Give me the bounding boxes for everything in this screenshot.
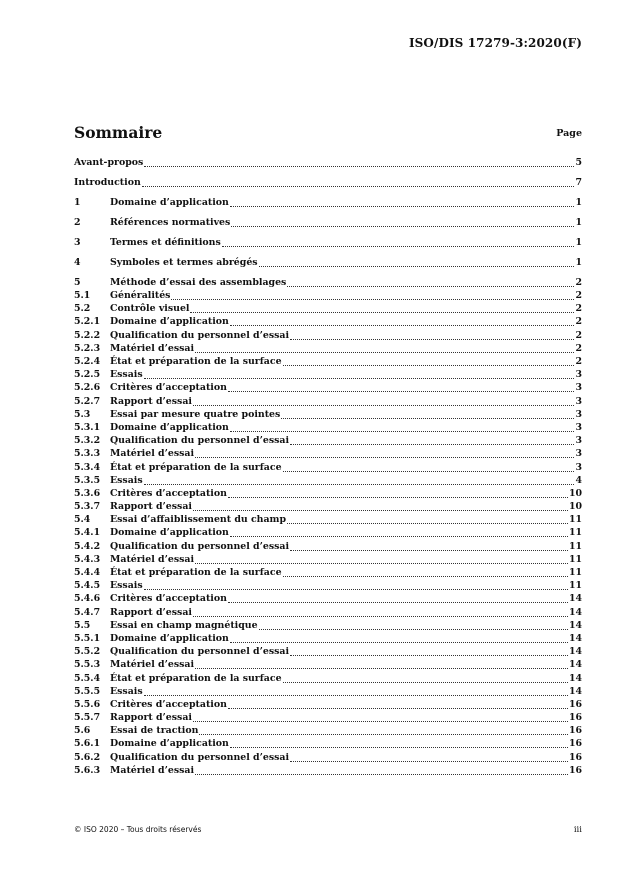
- toc-entry-title: Rapport d’essai: [110, 395, 192, 407]
- toc-entry[interactable]: [74, 302, 582, 315]
- toc-entry-page: 3: [575, 408, 582, 420]
- toc-entry-page: 4: [575, 474, 582, 486]
- toc-entry-number: 5.3: [74, 408, 91, 420]
- toc-entry-title: Références normatives: [110, 216, 231, 228]
- toc-entry[interactable]: [74, 606, 582, 619]
- toc-entry-page: 1: [575, 256, 582, 268]
- toc-entry-title: Termes et définitions: [110, 236, 221, 248]
- toc-entry-number: 5.2.1: [74, 316, 101, 328]
- toc-entry-page: 3: [575, 435, 582, 447]
- toc-dot-leader: [144, 581, 568, 590]
- toc-entry[interactable]: [74, 395, 582, 408]
- toc-entry-number: 5.5: [74, 619, 91, 631]
- toc-entry-page: 14: [568, 659, 582, 671]
- toc-entry[interactable]: [74, 256, 582, 269]
- toc-entry-number: 5.2.7: [74, 395, 101, 407]
- toc-entry-number: 5.4.2: [74, 540, 101, 552]
- toc-entry[interactable]: [74, 474, 582, 487]
- toc-entry-number: 5.5.4: [74, 672, 101, 684]
- toc-entry-number: 5.2.5: [74, 369, 101, 381]
- toc-dot-leader: [230, 423, 575, 432]
- toc-entry-number: 4: [74, 256, 81, 268]
- toc-entry-number: 5.5.2: [74, 646, 101, 658]
- toc-dot-leader: [228, 383, 575, 392]
- document-id: ISO/DIS 17279-3:2020(F): [408, 36, 582, 50]
- toc-entry[interactable]: [74, 315, 582, 328]
- toc-dot-leader: [230, 739, 568, 748]
- toc-dot-leader: [290, 436, 574, 445]
- toc-entry-page: 3: [575, 395, 582, 407]
- toc-entry-title: Critères d’acceptation: [110, 487, 227, 499]
- toc-entry-page: 3: [575, 382, 582, 394]
- toc-entry-page: 2: [575, 342, 582, 354]
- toc-entry-number: 5.6.3: [74, 764, 101, 776]
- toc-dot-leader: [283, 674, 568, 683]
- toc-dot-leader: [190, 304, 574, 313]
- toc-entry-page: 2: [575, 316, 582, 328]
- toc-entry-page: 14: [568, 685, 582, 697]
- toc-entry-page: 2: [575, 276, 582, 288]
- toc-dot-leader: [171, 291, 574, 300]
- toc-dot-leader: [144, 370, 575, 379]
- toc-dot-leader: [222, 238, 575, 247]
- toc-entry-number: 5.2.3: [74, 342, 101, 354]
- toc-title: Sommaire: [74, 123, 163, 142]
- toc-dot-leader: [142, 178, 575, 187]
- toc-dot-leader: [199, 726, 568, 735]
- toc-entry-title: Généralités: [110, 290, 171, 302]
- toc-entry-page: 2: [575, 303, 582, 315]
- toc-entry-number: 5.3.1: [74, 421, 101, 433]
- toc-entry-title: Matériel d’essai: [110, 448, 195, 460]
- toc-entry[interactable]: [74, 236, 582, 249]
- toc-entry-page: 14: [568, 619, 582, 631]
- toc-entry-page: 3: [575, 369, 582, 381]
- toc-dot-leader: [259, 258, 575, 267]
- toc-dot-leader: [283, 568, 568, 577]
- toc-entry-page: 7: [575, 176, 582, 188]
- toc-entry-title: Qualification du personnel d’essai: [110, 435, 290, 447]
- toc-dot-leader: [228, 594, 568, 603]
- toc-entry-page: 1: [575, 216, 582, 228]
- toc-entry-page: 16: [568, 751, 582, 763]
- toc-dot-leader: [283, 357, 575, 366]
- toc-dot-leader: [193, 397, 575, 406]
- toc-entry-number: 5.3.5: [74, 474, 101, 486]
- toc-entry-title: Domaine d’application: [110, 632, 229, 644]
- toc-entry[interactable]: [74, 176, 582, 189]
- toc-entry-page: 10: [568, 487, 582, 499]
- toc-entry-title: État et préparation de la surface: [110, 461, 282, 473]
- toc-dot-leader: [193, 502, 568, 511]
- toc-entry-page: 14: [568, 632, 582, 644]
- toc-entry[interactable]: [74, 408, 582, 421]
- toc-entry-number: 3: [74, 236, 81, 248]
- toc-entry[interactable]: [74, 619, 582, 632]
- page-number: iii: [573, 825, 582, 835]
- toc-dot-leader: [290, 331, 574, 340]
- toc-entry-page: 11: [568, 553, 582, 565]
- toc-entry-number: 5.4.3: [74, 553, 101, 565]
- toc-entry-page: 3: [575, 421, 582, 433]
- toc-entry-title: Domaine d’application: [110, 738, 229, 750]
- toc-dot-leader: [290, 647, 568, 656]
- toc-dot-leader: [230, 317, 575, 326]
- toc-entry[interactable]: [74, 579, 582, 592]
- toc-dot-leader: [231, 218, 574, 227]
- toc-entry-title: Qualification du personnel d’essai: [110, 540, 290, 552]
- toc-entry[interactable]: [74, 566, 582, 579]
- toc-dot-leader: [259, 621, 568, 630]
- toc-entry[interactable]: [74, 196, 582, 209]
- toc-entry-number: 5.6: [74, 725, 91, 737]
- toc-entry-title: Matériel d’essai: [110, 553, 195, 565]
- toc-entry-title: Domaine d’application: [110, 196, 229, 208]
- toc-entry-title: État et préparation de la surface: [110, 672, 282, 684]
- toc-entry-page: 16: [568, 764, 582, 776]
- toc-entry-title: Qualification du personnel d’essai: [110, 329, 290, 341]
- toc-dot-leader: [283, 463, 575, 472]
- toc-dot-leader: [230, 634, 568, 643]
- toc-entry-number: 5.2.6: [74, 382, 101, 394]
- toc-dot-leader: [195, 766, 568, 775]
- toc-entry-page: 11: [568, 567, 582, 579]
- toc-dot-leader: [195, 344, 574, 353]
- toc-entry-title: Essais: [110, 580, 143, 592]
- toc-dot-leader: [287, 515, 568, 524]
- toc-entry-page: 16: [568, 712, 582, 724]
- toc-entry-title: Critères d’acceptation: [110, 698, 227, 710]
- toc-entry-page: 16: [568, 698, 582, 710]
- toc-entry-title: Essai en champ magnétique: [110, 619, 258, 631]
- table-of-contents: [74, 156, 582, 777]
- toc-entry-number: 5.6.1: [74, 738, 101, 750]
- toc-entry[interactable]: [74, 381, 582, 394]
- toc-entry-title: Rapport d’essai: [110, 712, 192, 724]
- toc-entry[interactable]: [74, 724, 582, 737]
- toc-entry-title: Méthode d’essai des assemblages: [110, 276, 287, 288]
- toc-entry-page: 14: [568, 672, 582, 684]
- toc-entry-number: 5.4.4: [74, 567, 101, 579]
- toc-entry-page: 16: [568, 725, 582, 737]
- toc-entry-number: 5.3.4: [74, 461, 101, 473]
- toc-entry[interactable]: [74, 672, 582, 685]
- toc-dot-leader: [287, 278, 574, 287]
- toc-entry-number: 5.5.3: [74, 659, 101, 671]
- toc-entry-title: Rapport d’essai: [110, 606, 192, 618]
- toc-entry[interactable]: [74, 526, 582, 539]
- toc-entry[interactable]: [74, 645, 582, 658]
- toc-entry-number: 5.4.1: [74, 527, 101, 539]
- toc-entry[interactable]: [74, 447, 582, 460]
- toc-entry[interactable]: [74, 764, 582, 777]
- toc-entry-title: État et préparation de la surface: [110, 567, 282, 579]
- toc-entry-page: 2: [575, 290, 582, 302]
- toc-entry-title: Essais: [110, 369, 143, 381]
- toc-entry-number: 5.5.1: [74, 632, 101, 644]
- toc-entry-page: 16: [568, 738, 582, 750]
- toc-entry-number: 5: [74, 276, 81, 288]
- toc-entry-number: 5.3.7: [74, 501, 101, 513]
- toc-entry-number: 5.2.2: [74, 329, 101, 341]
- toc-entry[interactable]: [74, 342, 582, 355]
- toc-entry-title: Critères d’acceptation: [110, 593, 227, 605]
- toc-dot-leader: [228, 489, 568, 498]
- toc-entry-page: 10: [568, 501, 582, 513]
- copyright-notice: © ISO 2020 – Tous droits réservés: [74, 825, 202, 834]
- toc-entry[interactable]: [74, 156, 582, 169]
- toc-entry-page: 11: [568, 580, 582, 592]
- toc-dot-leader: [195, 660, 568, 669]
- toc-dot-leader: [228, 700, 568, 709]
- toc-entry-title: État et préparation de la surface: [110, 356, 282, 368]
- toc-entry-page: 3: [575, 448, 582, 460]
- toc-entry[interactable]: [74, 553, 582, 566]
- toc-entry-title: Contrôle visuel: [110, 303, 190, 315]
- toc-entry-number: 5.5.5: [74, 685, 101, 697]
- toc-entry-title: Matériel d’essai: [110, 342, 195, 354]
- toc-entry[interactable]: [74, 698, 582, 711]
- toc-entry-title: Essai d’affaiblissement du champ: [110, 514, 287, 526]
- toc-entry-number: 1: [74, 196, 81, 208]
- toc-entry-number: 5.4.6: [74, 593, 101, 605]
- toc-entry-page: 3: [575, 461, 582, 473]
- toc-entry-title: Domaine d’application: [110, 421, 229, 433]
- toc-entry-number: 5.2.4: [74, 356, 101, 368]
- toc-entry-title: Essais: [110, 474, 143, 486]
- toc-entry-title: Avant-propos: [74, 157, 144, 168]
- toc-dot-leader: [144, 158, 574, 167]
- toc-entry-title: Domaine d’application: [110, 527, 229, 539]
- toc-dot-leader: [195, 449, 574, 458]
- toc-dot-leader: [195, 555, 568, 564]
- toc-dot-leader: [290, 753, 568, 762]
- toc-entry-page: 11: [568, 514, 582, 526]
- toc-entry-number: 5.5.6: [74, 698, 101, 710]
- toc-entry[interactable]: [74, 592, 582, 605]
- toc-entry[interactable]: [74, 355, 582, 368]
- toc-entry-number: 5.6.2: [74, 751, 101, 763]
- toc-entry[interactable]: [74, 276, 582, 289]
- toc-entry-number: 5.3.3: [74, 448, 101, 460]
- toc-entry-title: Essai par mesure quatre pointes: [110, 408, 281, 420]
- toc-entry-number: 5.4.5: [74, 580, 101, 592]
- toc-dot-leader: [230, 198, 575, 207]
- toc-entry[interactable]: [74, 737, 582, 750]
- toc-entry-title: Symboles et termes abrégés: [110, 256, 258, 268]
- toc-entry[interactable]: [74, 658, 582, 671]
- toc-entry[interactable]: [74, 289, 582, 302]
- page-column-label: Page: [556, 128, 582, 139]
- toc-dot-leader: [230, 528, 568, 537]
- toc-entry[interactable]: [74, 421, 582, 434]
- toc-entry-number: 5.1: [74, 290, 91, 302]
- toc-entry-page: 14: [568, 593, 582, 605]
- toc-entry-title: Introduction: [74, 176, 141, 188]
- toc-dot-leader: [144, 687, 568, 696]
- toc-dot-leader: [281, 410, 574, 419]
- toc-entry[interactable]: [74, 632, 582, 645]
- toc-entry[interactable]: [74, 513, 582, 526]
- toc-dot-leader: [193, 713, 568, 722]
- toc-entry[interactable]: [74, 434, 582, 447]
- toc-dot-leader: [290, 542, 568, 551]
- toc-entry-title: Critères d’acceptation: [110, 382, 227, 394]
- toc-entry[interactable]: [74, 368, 582, 381]
- toc-entry-title: Essais: [110, 685, 143, 697]
- toc-entry[interactable]: [74, 540, 582, 553]
- toc-entry-page: 1: [575, 196, 582, 208]
- toc-entry-title: Essai de traction: [110, 725, 199, 737]
- toc-entry-page: 14: [568, 606, 582, 618]
- toc-entry-title: Qualification du personnel d’essai: [110, 646, 290, 658]
- toc-entry[interactable]: [74, 329, 582, 342]
- toc-entry-number: 5.5.7: [74, 712, 101, 724]
- toc-entry-title: Matériel d’essai: [110, 659, 195, 671]
- toc-entry[interactable]: [74, 685, 582, 698]
- toc-entry[interactable]: [74, 487, 582, 500]
- toc-entry-page: 1: [575, 236, 582, 248]
- toc-entry-title: Qualification du personnel d’essai: [110, 751, 290, 763]
- toc-entry-number: 5.4.7: [74, 606, 101, 618]
- toc-entry-number: 2: [74, 216, 81, 228]
- toc-entry[interactable]: [74, 216, 582, 229]
- toc-entry-number: 5.3.6: [74, 487, 101, 499]
- toc-entry-title: Matériel d’essai: [110, 764, 195, 776]
- toc-entry-page: 11: [568, 540, 582, 552]
- toc-entry[interactable]: [74, 711, 582, 724]
- toc-entry[interactable]: [74, 500, 582, 513]
- toc-entry-title: Rapport d’essai: [110, 501, 192, 513]
- toc-entry-number: 5.3.2: [74, 435, 101, 447]
- toc-entry-page: 2: [575, 356, 582, 368]
- toc-entry-page: 14: [568, 646, 582, 658]
- toc-entry-page: 2: [575, 329, 582, 341]
- toc-entry[interactable]: [74, 751, 582, 764]
- toc-entry-page: 11: [568, 527, 582, 539]
- toc-entry[interactable]: [74, 461, 582, 474]
- toc-entry-number: 5.4: [74, 514, 91, 526]
- toc-dot-leader: [144, 476, 575, 485]
- toc-entry-number: 5.2: [74, 303, 91, 315]
- toc-entry-title: Domaine d’application: [110, 316, 229, 328]
- toc-dot-leader: [193, 608, 568, 617]
- toc-entry-page: 5: [575, 157, 582, 168]
